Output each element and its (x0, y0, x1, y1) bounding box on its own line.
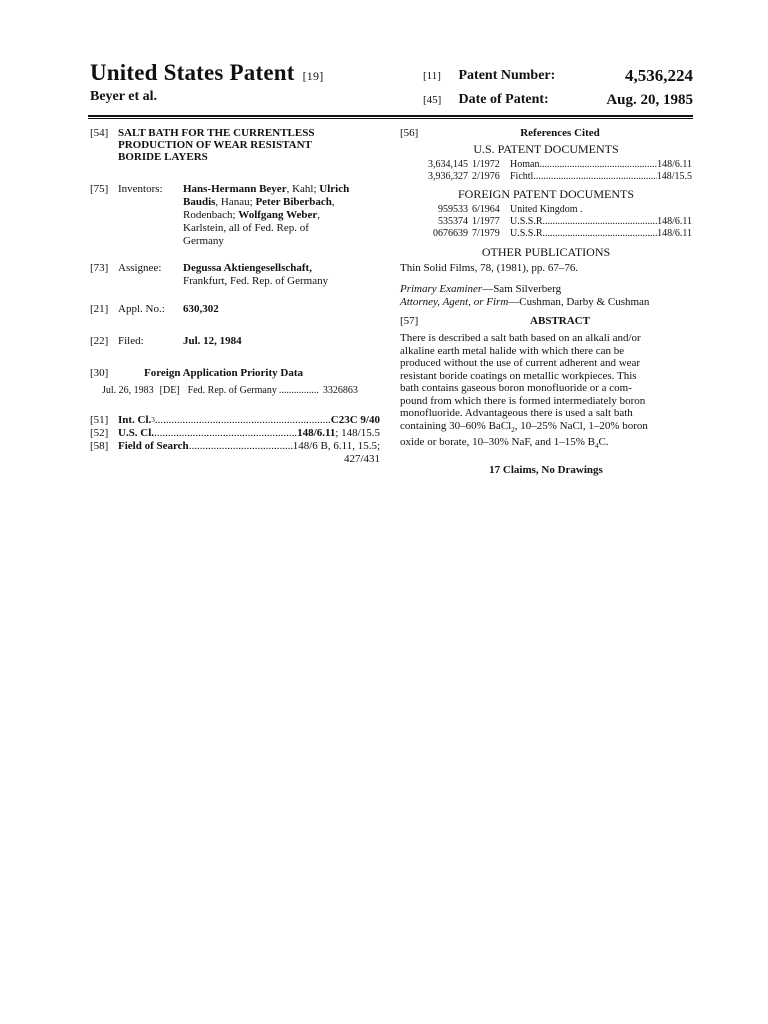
attorney-line (400, 296, 692, 309)
refs-heading: References Cited (520, 127, 600, 139)
abstract-formula-part: , 10–25% NaCl, 1–20% boron (514, 419, 648, 432)
examiner-name: —Sam Silverberg (482, 283, 562, 295)
invention-title-line: BORIDE LAYERS (118, 151, 208, 163)
appl-section (90, 303, 380, 316)
invention-title (118, 127, 314, 163)
inventor-place: , (331, 196, 335, 208)
patent-title (90, 60, 323, 86)
other-pubs-heading: OTHER PUBLICATIONS (481, 245, 611, 259)
inventor-short: Beyer et al. (90, 89, 157, 104)
abstract-line: produced without the use of current adherent and wear (400, 357, 641, 369)
filed-date: Jul. 12, 1984 (183, 335, 242, 347)
doc-name: United Kingdom . (510, 204, 583, 215)
doc-class: 148/6.11 (657, 216, 692, 227)
abstract-formula-part: C. (598, 436, 609, 449)
foreign-doc-row (400, 204, 692, 216)
left-column (90, 127, 380, 466)
attorney-label: Attorney, Agent, or Firm (400, 296, 509, 308)
filed-section (90, 335, 380, 348)
search-code: [58] (90, 440, 109, 452)
priority-date: Jul. 26, 1983 (102, 385, 154, 396)
doc-name: U.S.S.R. (510, 216, 546, 227)
search-value: 148/6 B, 6.11, 15.5; (292, 440, 380, 452)
doc-name: Homan (510, 159, 540, 170)
intcl-code: [51] (90, 414, 109, 426)
priority-section (90, 367, 380, 380)
filed-code: [22] (90, 335, 109, 347)
title-section (90, 127, 380, 163)
us-docs-table (400, 159, 692, 183)
intcl-sup: 3 (151, 416, 155, 424)
abstract-formula-part: oxide or borate, 10–30% NaF, and 1–15% B (400, 436, 595, 449)
abstract-formula-part: containing 30–60% BaCl (400, 419, 512, 432)
attorney-name: —Cushman, Darby & Cushman (508, 296, 650, 308)
inventor-name: Baudis (183, 196, 216, 208)
us-docs-heading: U.S. PATENT DOCUMENTS (473, 142, 619, 156)
abstract-line: pound from which there is formed intermediately boron (400, 394, 646, 407)
assignee-place: Frankfurt, Fed. Rep. of Germany (183, 275, 329, 287)
abstract-line: alkaline earth metal halide with which there can be (400, 344, 625, 357)
appl-code: [21] (90, 303, 109, 315)
inventor-name: Ulrich (319, 183, 350, 195)
inventor-place: Germany (183, 235, 224, 247)
invention-title-line: PRODUCTION OF WEAR RESISTANT (118, 139, 312, 151)
other-pub: Thin Solid Films, 78, (1981), pp. 67–76. (400, 262, 579, 274)
us-doc-row (400, 159, 692, 171)
inventor-place: Karlstein, all of Fed. Rep. of (183, 222, 309, 234)
patent-number-row (423, 68, 693, 84)
us-doc-row (400, 171, 692, 183)
inventor-name: Peter Biberbach (255, 196, 332, 208)
priority-code: [30] (90, 367, 109, 379)
foreign-doc-row (400, 216, 692, 228)
doc-name: U.S.S.R. (510, 228, 546, 239)
refs-heading-row (400, 127, 692, 140)
doc-number: 3,936,327 (428, 171, 468, 182)
assignee-name: Degussa Aktiengesellschaft, (183, 262, 312, 274)
inventor-name: Wolfgang Weber (238, 209, 318, 221)
doc-number: 0676639 (433, 228, 468, 239)
doc-class: 148/6.11 (657, 228, 692, 239)
abstract-line: bath contains gaseous boron monofluoride or a com- (400, 382, 632, 394)
date-code: [45] (423, 94, 442, 106)
intcl-label: Int. Cl. (118, 414, 152, 426)
inventors-section (90, 183, 380, 248)
abstract-line: There is described a salt bath based on an alkali and/or (400, 332, 641, 344)
examiner-line (400, 283, 692, 296)
inventors-code: [75] (90, 183, 109, 195)
assignee-code: [73] (90, 262, 109, 274)
doc-date: 1/1972 (472, 159, 500, 170)
doc-date: 1/1977 (472, 216, 500, 227)
doc-date: 2/1976 (472, 171, 500, 182)
doc-number: 535374 (438, 216, 468, 227)
inventor-name: Hans-Hermann Beyer (183, 183, 287, 195)
intcl-row (90, 414, 380, 427)
foreign-docs-heading: FOREIGN PATENT DOCUMENTS (457, 187, 635, 201)
doc-number: 3,634,145 (428, 159, 468, 170)
inventor-place: , (317, 209, 320, 221)
search-value-2: 427/431 (343, 453, 380, 465)
priority-desc: Fed. Rep. of Germany (187, 385, 277, 396)
abstract-line (400, 420, 692, 437)
doc-date: 7/1979 (472, 228, 500, 239)
abstract-heading-row (400, 315, 692, 328)
patent-title-code: [19] (302, 69, 324, 83)
uscl-label: U.S. Cl. (118, 427, 155, 439)
date-row (423, 92, 693, 108)
abstract-heading: ABSTRACT (530, 315, 590, 327)
doc-date: 6/1964 (472, 204, 500, 215)
foreign-docs-table (400, 204, 692, 240)
inventor-place: , Hanau; (215, 196, 256, 208)
abstract-formula-sub: 4 (594, 442, 599, 451)
abstract-formula-sub: 2 (511, 425, 515, 434)
patent-title-text: United States Patent (90, 60, 295, 85)
appl-number: 630,302 (183, 303, 219, 315)
examiner-label: Primary Examiner (400, 283, 483, 295)
inventor-place: Rodenbach; (183, 209, 239, 221)
appl-label: Appl. No.: (118, 303, 165, 315)
doc-number: 959533 (438, 204, 468, 215)
abstract-line: resistant boride coatings on metallic workpieces. This (400, 369, 637, 382)
patent-number-code: [11] (423, 70, 441, 82)
abstract-line (400, 436, 692, 453)
doc-name: Fichtl (510, 171, 534, 182)
abstract-line: monofluoride. Advantageous there is used a salt bath (400, 407, 633, 419)
priority-entry (90, 384, 380, 397)
uscl-value-rest: ; 148/15.5 (335, 427, 380, 439)
header-rule-thin (88, 118, 693, 119)
refs-code: [56] (400, 127, 419, 139)
abstract-code: [57] (400, 315, 419, 327)
priority-country: [DE] (159, 385, 180, 396)
priority-number: 3326863 (322, 385, 358, 396)
patent-number: 4,536,224 (625, 66, 693, 85)
doc-class: 148/6.11 (657, 159, 692, 170)
date-label: Date of Patent: (458, 92, 549, 107)
assignee-label: Assignee: (118, 262, 162, 274)
priority-heading: Foreign Application Priority Data (144, 367, 303, 379)
assignee-section (90, 262, 380, 288)
search-label: Field of Search (118, 440, 189, 452)
uscl-value: 148/6.11 (297, 427, 336, 439)
patent-number-label: Patent Number: (458, 68, 556, 83)
patent-date: Aug. 20, 1985 (606, 92, 693, 108)
uscl-code: [52] (90, 427, 109, 439)
invention-title-line: SALT BATH FOR THE CURRENTLESS (118, 127, 315, 139)
header-rule (88, 115, 693, 117)
filed-label: Filed: (118, 335, 144, 347)
uscl-row (90, 427, 380, 440)
claims-summary: 17 Claims, No Drawings (489, 463, 603, 476)
intcl-value: C23C 9/40 (330, 414, 380, 426)
doc-class: 148/15.5 (656, 171, 692, 182)
abstract-body (400, 332, 692, 453)
foreign-doc-row (400, 228, 692, 240)
inventor-place: , Kahl; (286, 183, 320, 195)
title-code: [54] (90, 127, 109, 139)
search-row (90, 440, 380, 453)
inventors-list (183, 183, 349, 248)
right-column (400, 127, 692, 477)
inventors-label: Inventors: (118, 183, 163, 195)
